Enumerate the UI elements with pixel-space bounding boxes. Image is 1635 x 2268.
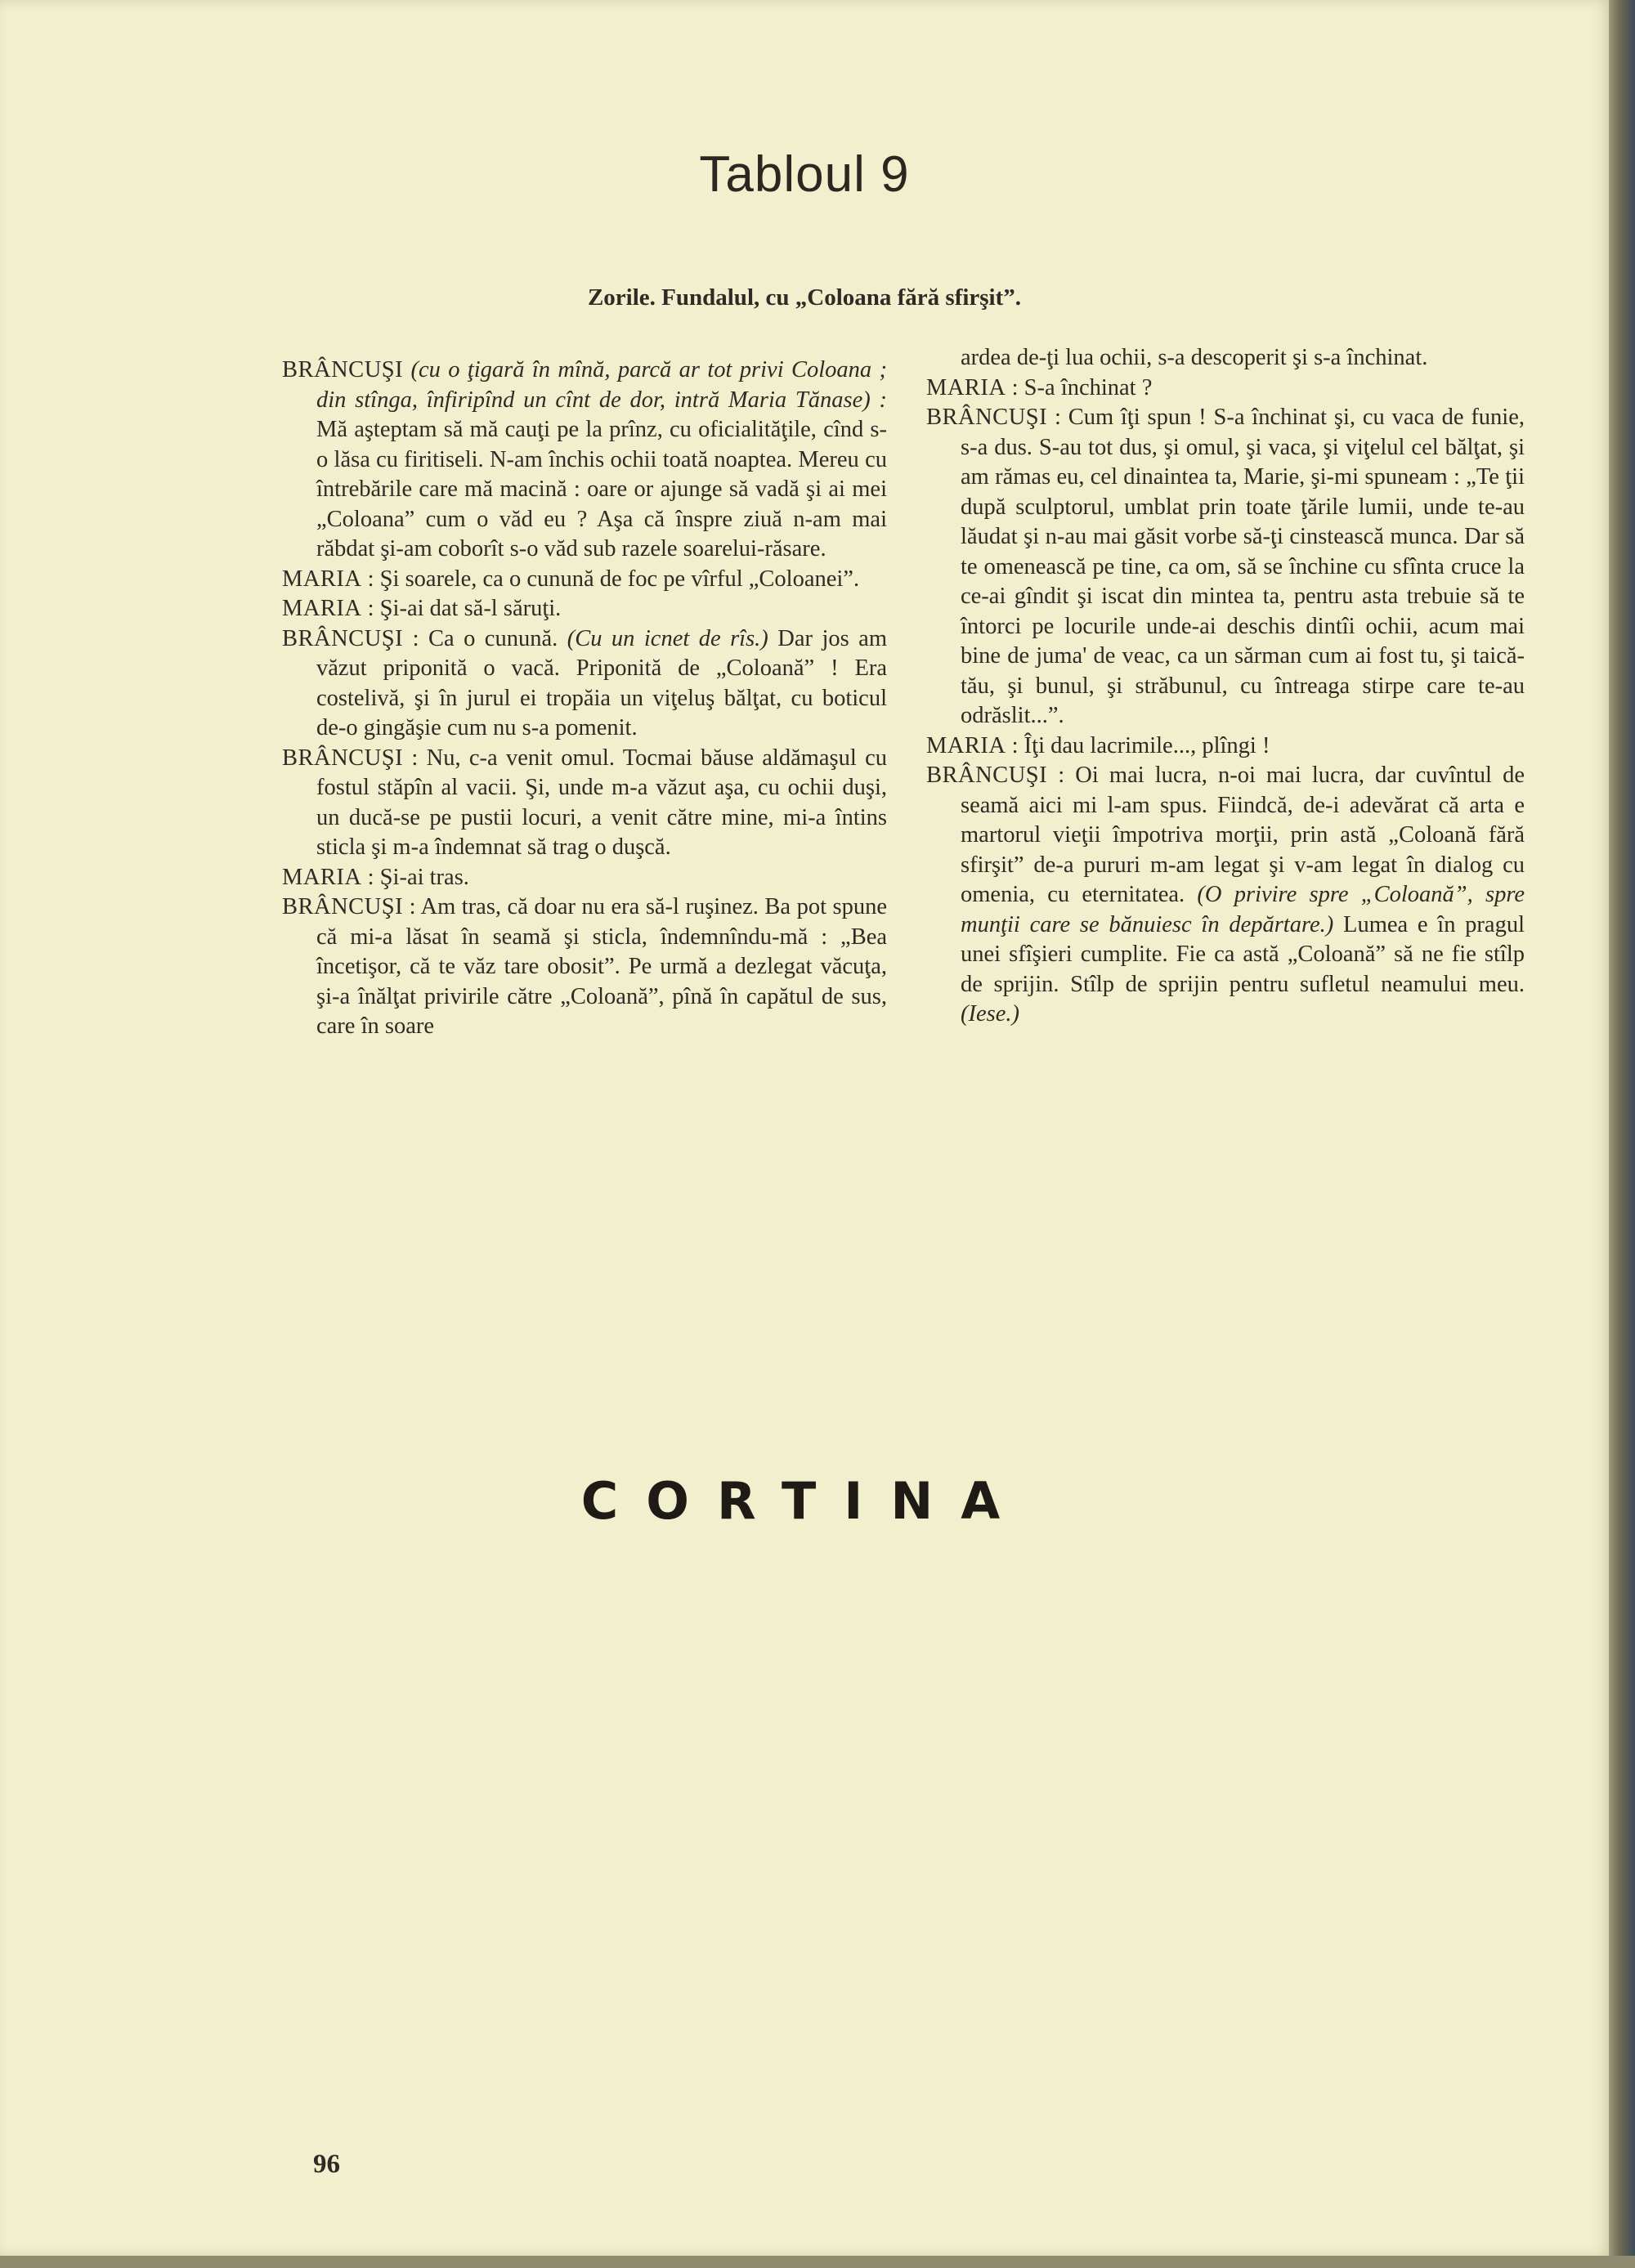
dialogue-text: : Cum îţi spun ! S-a închinat şi, cu vaca de funie, s-a dus. S-au tot dus, şi omul, şi vaca, şi viţelul cel bălţat, şi am rămas eu, cel dinaintea ta, Marie, şi-mi spuneam : „Te ţii după sculptorul, umblat prin toate ţările lumii, unde te-au lăudat şi n-au mai găsit vorbe să-ţi cinstească munca. Dar să te omenească pe tine, ca om, să se închine cu sfînta cruce la ce-ai gîndit şi iscat din mintea ta, pentru asta trebuie să te întorci pe locurile unde-ai deschis dintîi ochii, acum mai bine de juma' de veac, ca un sărman cum ai fost tu, şi taică-tău, şi bunul, şi străbunul, cu întreaga stirpe care te-au odrăslit...”. <box>961 405 1525 728</box>
dialogue-line <box>282 892 887 1042</box>
dialogue-text: : Şi-ai dat să-l săruţi. <box>367 596 562 621</box>
scene-setting: Zorile. Fundalul, cu „Coloana fără sfirşit”. <box>587 284 1022 311</box>
dialogue-line <box>926 403 1525 731</box>
dialogue-text: : Nu, c-a venit omul. Tocmai băuse aldămaşul cu fostul stăpîn al vacii. Şi, unde m-a văzut aşa, cu ochii duşi, un ducă-se pe pustii locuri, a venit către mine, mi-a întins sticla şi m-a îndemnat să trag o duşcă. <box>316 745 887 860</box>
page-edge-right <box>1609 0 1635 2268</box>
dialogue-text: : Şi-ai tras. <box>367 864 469 890</box>
speaker-name: MARIA <box>926 732 1006 758</box>
dialogue-text: : Şi soarele, ca o cunună de foc pe vîrful „Coloanei”. <box>367 566 860 592</box>
dialogue-line <box>282 624 887 744</box>
stage-direction: (cu o ţigară în mînă, parcă ar tot privi Coloana ; din stînga, înfiripînd un cînt de dor, intră Maria Tănase) : <box>316 357 888 413</box>
speaker-name: BRÂNCUŞI <box>926 405 1048 430</box>
scene-title: Tabloul 9 <box>699 146 910 203</box>
dialogue-text: : Îţi dau lacrimile..., plîngi ! <box>1011 732 1270 758</box>
page-number: 96 <box>313 2149 340 2179</box>
dialogue-text: Dar jos am văzut priponită o vacă. Priponită de „Coloană” ! Era costelivă, şi în jurul ei tropăia un viţeluş bălţat, cu boticul de-o gingăşie cum nu s-a pomenit. <box>316 625 888 740</box>
speaker-name: BRÂNCUŞI <box>282 745 404 771</box>
speaker-name: BRÂNCUŞI <box>282 625 404 651</box>
speaker-name: BRÂNCUŞI <box>926 763 1048 788</box>
dialogue-text: : Am tras, că doar nu era să-l ruşinez. Ba pot spune că mi-a lăsat în seamă şi sticla, îndemnîndu-mă : „Bea încetişor, că te văz tare obosit”. Pe urmă a dezlegat văcuţa, şi-a înălţat privirile către „Coloană”, pînă în capătul de sus, care în soare <box>316 894 887 1039</box>
left-column <box>282 356 887 1042</box>
dialogue-text: Lumea e în pragul unei sfîşieri cumplite. Fie ca astă „Coloană” să ne fie stîlp de sprijin. Stîlp de sprijin pentru sufletul neamului meu. <box>961 911 1525 997</box>
dialogue-text: : Oi mai lucra, n-oi mai lucra, dar cuvîntul de seamă aici mi l-am spus. Fiindcă, de-i adevărat că arta e martorul vieţii împotriva morţii, prin astă „Coloană fără sfirşit” de-a pururi m-am legat şi v-am legat în dialog cu omenia, cu eternitatea. <box>961 763 1525 907</box>
speaker-name: MARIA <box>926 374 1006 400</box>
dialogue-line <box>282 863 887 893</box>
page-edge-bottom <box>0 2256 1635 2268</box>
dialogue-line <box>926 761 1525 1030</box>
dialogue-line <box>282 356 887 565</box>
dialogue-text: ardea de-ţi lua ochii, s-a descoperit şi s-a închinat. <box>961 345 1428 370</box>
stage-direction: (Cu un icnet de rîs.) <box>567 625 768 651</box>
dialogue-text: Mă aşteptam să mă cauţi pe la prînz, cu oficialităţile, cînd s-o lăsa cu firitiseli. N-am închis ochii toată noaptea. Mereu cu întrebările care mă macină : oare or ajunge să vadă şi ai mei „Coloana” cum o văd eu ? Aşa că înspre ziuă n-am mai răbdat şi-am coborît s-o văd sub razele soarelui-răsare. <box>316 417 887 561</box>
dialogue-line <box>926 343 1525 374</box>
dialogue-line <box>282 594 887 624</box>
speaker-name: MARIA <box>282 596 362 621</box>
right-column <box>926 343 1525 1030</box>
speaker-name: MARIA <box>282 864 362 890</box>
dialogue-line <box>282 565 887 595</box>
speaker-name: MARIA <box>282 566 362 592</box>
dialogue-line <box>926 731 1525 762</box>
dialogue-text: : Ca o cunună. <box>412 625 558 651</box>
stage-direction: (Iese.) <box>961 1001 1019 1027</box>
curtain-heading: CORTINA <box>580 1471 1028 1531</box>
dialogue-text: : S-a închinat ? <box>1011 374 1153 400</box>
dialogue-line <box>926 374 1525 404</box>
dialogue-line <box>282 744 887 863</box>
speaker-name: BRÂNCUŞI <box>282 357 404 382</box>
stage-direction: (O privire spre „Coloană”, spre munţii care se bănuiesc în depărtare.) <box>961 882 1525 937</box>
speaker-name: BRÂNCUŞI <box>282 894 404 919</box>
